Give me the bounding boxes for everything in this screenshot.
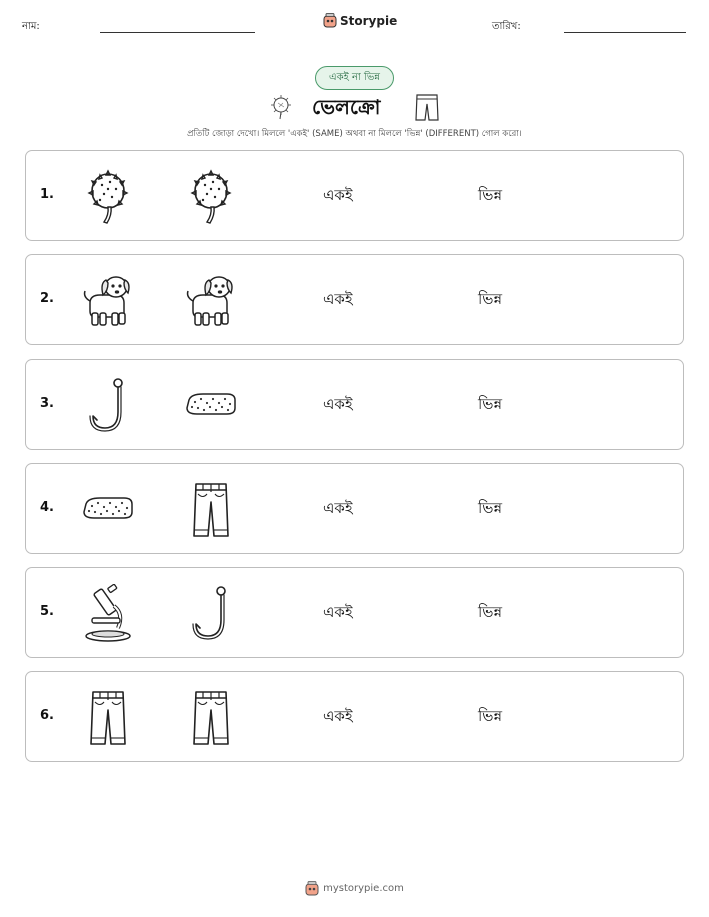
- question-row: [25, 463, 684, 554]
- durian-icon: [181, 167, 241, 227]
- storypie-mascot-icon: [323, 13, 337, 28]
- question-number: 6.: [40, 708, 54, 723]
- same-option[interactable]: একই: [323, 290, 353, 308]
- puppy-icon: [78, 271, 138, 331]
- date-line[interactable]: [564, 32, 686, 33]
- same-option[interactable]: একই: [323, 186, 353, 204]
- question-number: 4.: [40, 500, 54, 515]
- same-option[interactable]: একই: [323, 603, 353, 621]
- question-number: 3.: [40, 396, 54, 411]
- pants-icon: [78, 688, 138, 748]
- same-option[interactable]: একই: [323, 499, 353, 517]
- page-title: ভেলক্রো: [312, 95, 381, 119]
- question-row: [25, 671, 684, 762]
- name-line[interactable]: [100, 32, 255, 33]
- pants-icon: [181, 480, 241, 540]
- name-label: নাম:: [22, 21, 40, 32]
- question-row: [25, 359, 684, 450]
- same-option[interactable]: একই: [323, 707, 353, 725]
- date-label: তারিখ:: [492, 21, 521, 32]
- velcro-burr-icon: [270, 94, 292, 120]
- worksheet-type-badge: একই না ভিন্ন: [315, 66, 394, 90]
- instruction-text: প্রতিটি জোড়া দেখো। মিললে 'একই' (SAME) অথবা না মিললে 'ভিন্ন' (DIFFERENT) গোল করো।: [187, 129, 522, 139]
- different-option[interactable]: ভিন্ন: [478, 186, 503, 204]
- hook-icon: [78, 376, 138, 436]
- hook-icon: [181, 584, 241, 644]
- question-row: [25, 254, 684, 345]
- question-number: 2.: [40, 291, 54, 306]
- velcro-pants-icon: [414, 93, 440, 121]
- sponge-icon: [78, 480, 138, 540]
- brand-logo: [323, 13, 397, 28]
- question-number: 5.: [40, 604, 54, 619]
- different-option[interactable]: ভিন্ন: [478, 290, 503, 308]
- pants-icon: [181, 688, 241, 748]
- question-number: 1.: [40, 187, 54, 202]
- storypie-mascot-icon: [305, 881, 319, 896]
- puppy-icon: [181, 271, 241, 331]
- microscope-icon: [78, 584, 138, 644]
- different-option[interactable]: ভিন্ন: [478, 707, 503, 725]
- different-option[interactable]: ভিন্ন: [478, 603, 503, 621]
- footer-url[interactable]: mystorypie.com: [323, 883, 404, 894]
- question-row: [25, 150, 684, 241]
- brand-name: Storypie: [340, 13, 398, 28]
- sponge-icon: [181, 376, 241, 436]
- different-option[interactable]: ভিন্ন: [478, 499, 503, 517]
- question-row: [25, 567, 684, 658]
- footer: [0, 881, 709, 896]
- same-option[interactable]: একই: [323, 395, 353, 413]
- different-option[interactable]: ভিন্ন: [478, 395, 503, 413]
- durian-icon: [78, 167, 138, 227]
- title-row: [0, 92, 709, 122]
